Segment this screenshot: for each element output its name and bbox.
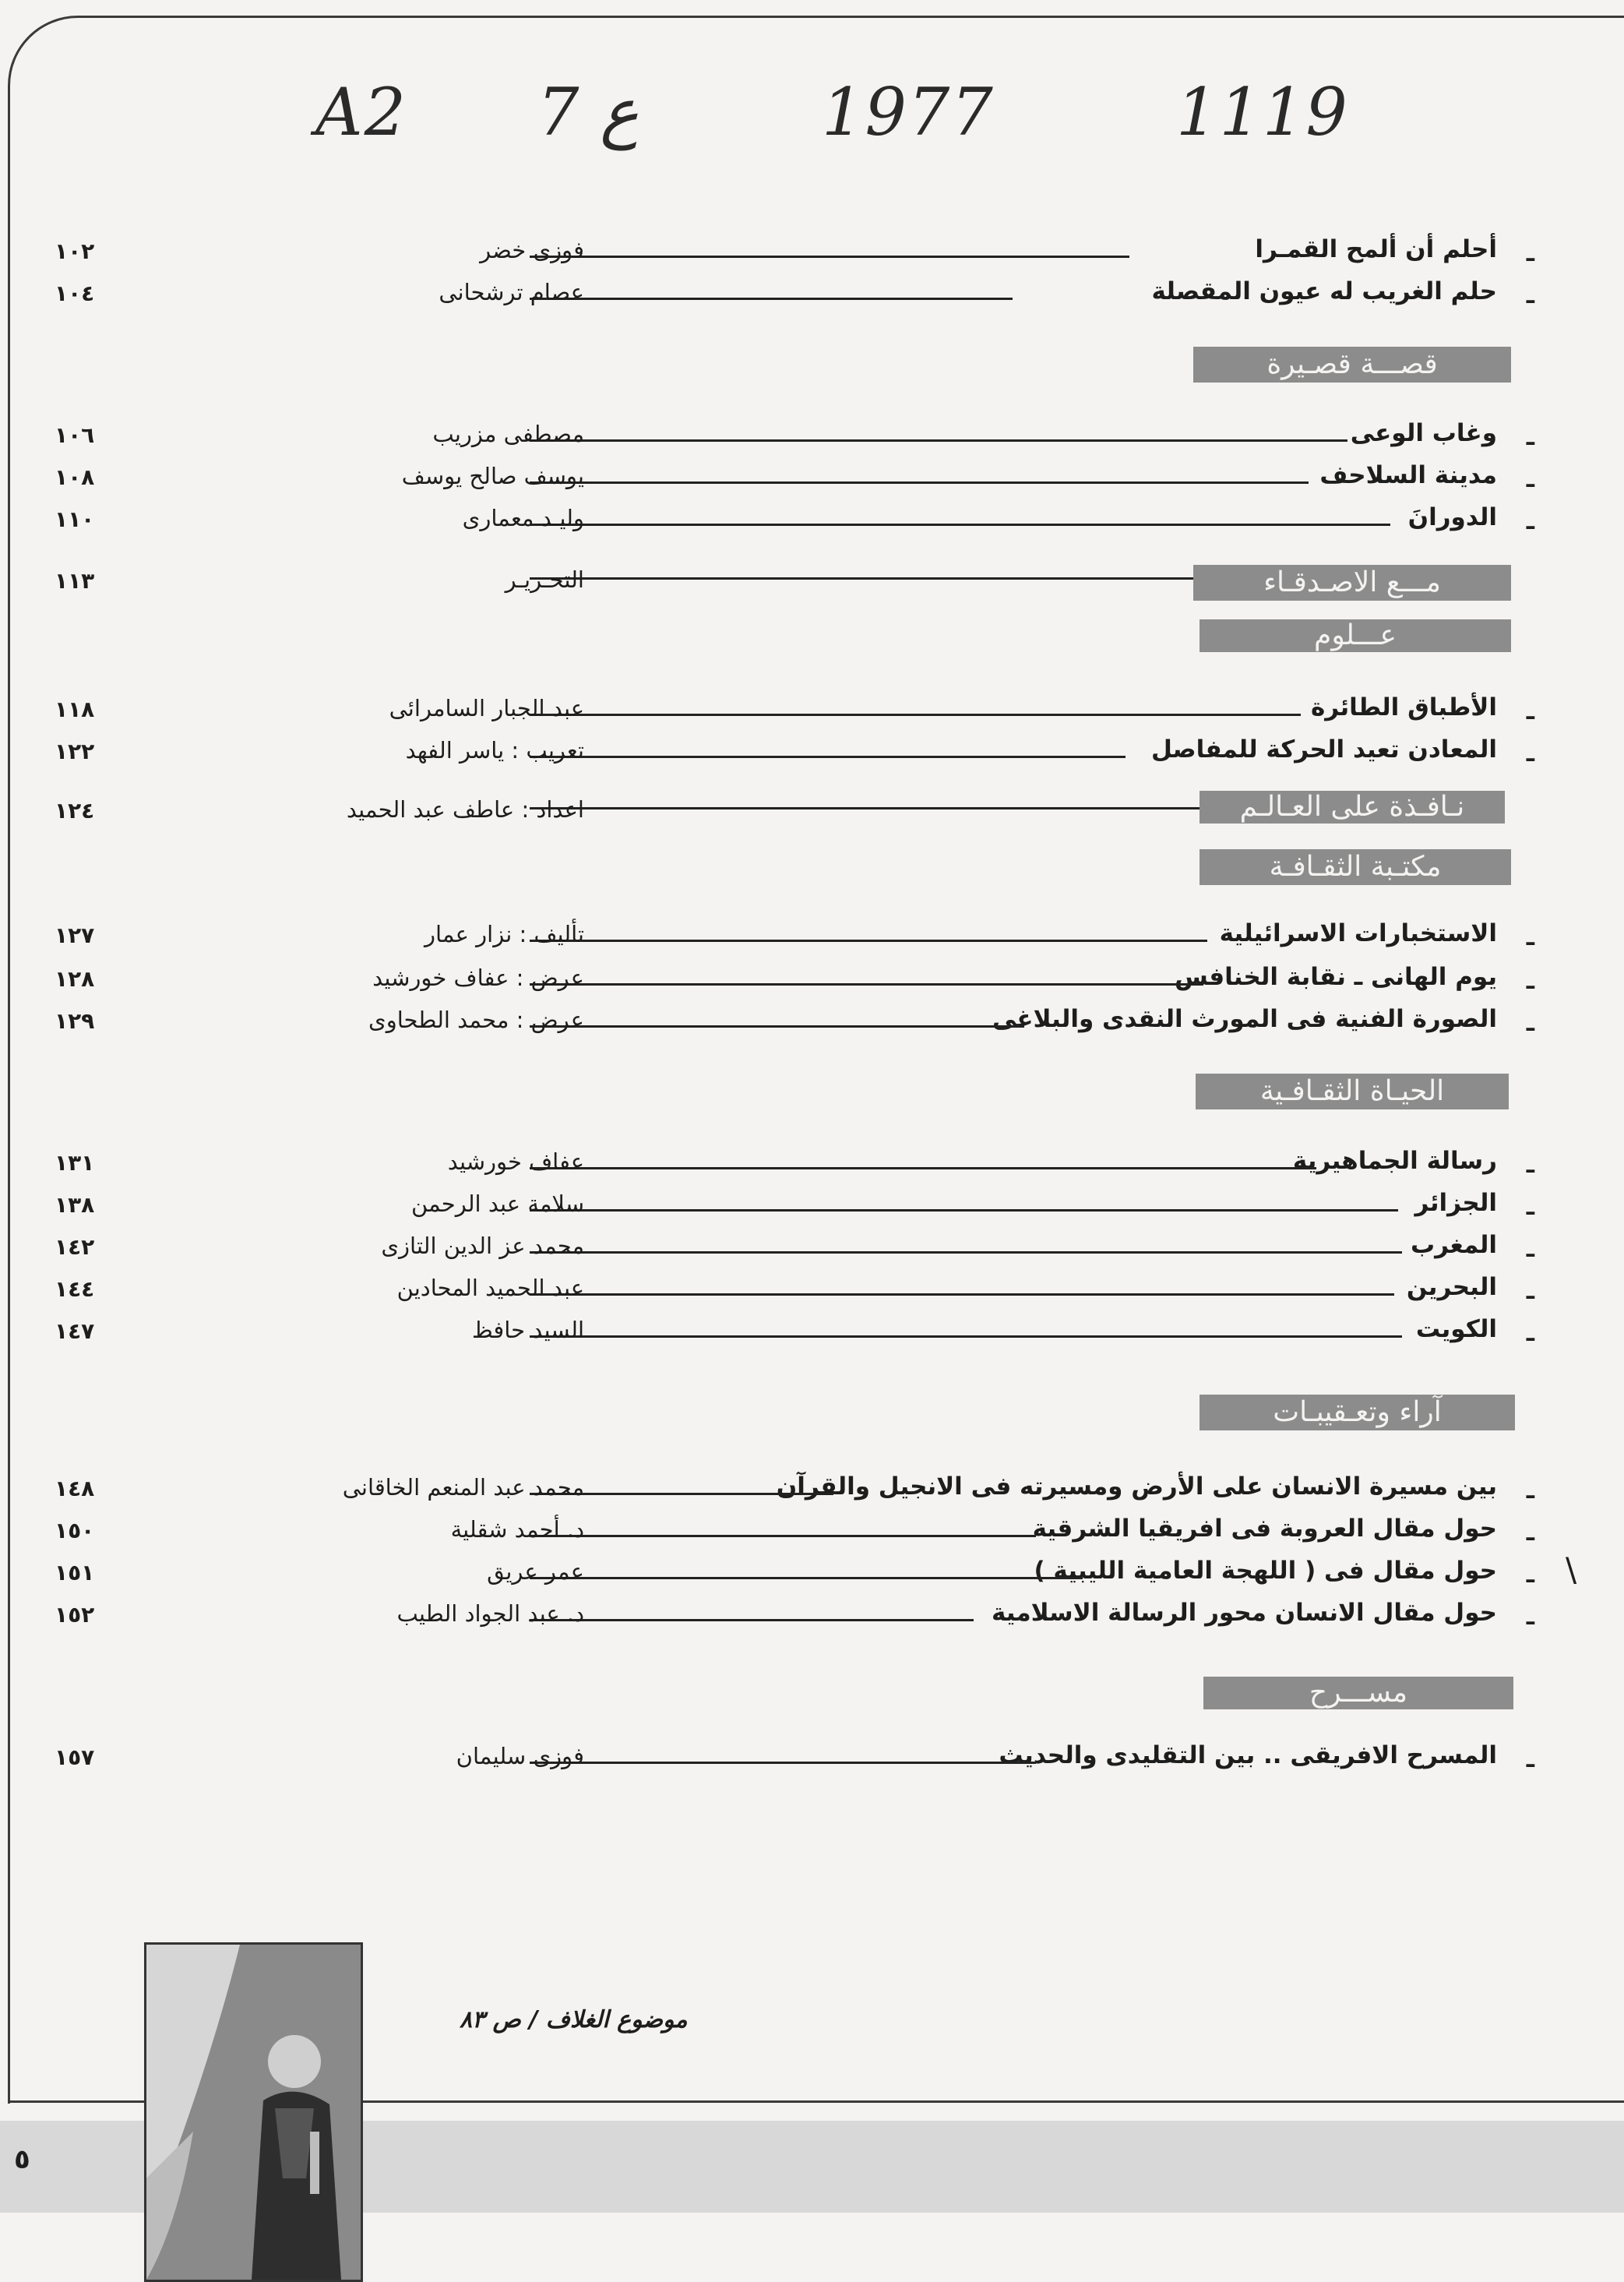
leader-line bbox=[530, 1209, 1398, 1212]
bullet-dash: ـ bbox=[1526, 1010, 1534, 1037]
handwritten-note-year: 1977 bbox=[822, 74, 995, 150]
entry-page: ١٢٢ bbox=[55, 739, 95, 764]
toc-entry bbox=[55, 1315, 1534, 1349]
entry-page: ١٥٠ bbox=[55, 1518, 95, 1543]
section-header-culture-library: مكتـبة الثقـافـة bbox=[1200, 849, 1511, 885]
entry-title: حلم الغريب له عيون المقصلة bbox=[1151, 277, 1497, 305]
leader-line bbox=[530, 298, 1013, 300]
entry-title: الصورة الفنية فى المورث النقدى والبلاغى bbox=[992, 1005, 1497, 1033]
entry-author: فوزى سليمان bbox=[456, 1743, 584, 1769]
entry-title: المعادن تعيد الحركة للمفاصل bbox=[1150, 735, 1497, 764]
cover-caption: موضوع الغلاف / ص ٨٣ bbox=[460, 2006, 688, 2033]
bullet-dash: ـ bbox=[1526, 424, 1534, 451]
section-header-short-story: قصـــة قصـيرة bbox=[1193, 347, 1511, 383]
entry-author: سلامة عبد الرحمن bbox=[410, 1190, 584, 1217]
entry-author: عصام ترشحانى bbox=[439, 279, 584, 305]
entry-author: يوسف صالح يوسف bbox=[401, 463, 584, 489]
section-header-science: عـــلوم bbox=[1200, 619, 1511, 652]
entry-page: ١٠٨ bbox=[55, 464, 95, 490]
toc-entry bbox=[55, 1273, 1534, 1307]
entry-author: عبد الحميد المحادين bbox=[396, 1275, 584, 1301]
entry-title: يوم الهانى ـ نقابة الخنافس bbox=[1175, 963, 1497, 991]
entry-title: البحرين bbox=[1406, 1273, 1497, 1301]
toc-entry bbox=[55, 1189, 1534, 1223]
entry-page: ١٤٢ bbox=[55, 1234, 95, 1260]
leader-line bbox=[530, 577, 1231, 580]
toc-entry bbox=[55, 919, 1534, 954]
bullet-dash: ـ bbox=[1526, 1603, 1534, 1631]
entry-page: ١٣٨ bbox=[55, 1192, 95, 1218]
leader-line bbox=[530, 1535, 1036, 1537]
entry-title: حول مقال الانسان محور الرسالة الاسلامية bbox=[992, 1599, 1497, 1627]
entry-author: عمر عريق bbox=[487, 1558, 584, 1585]
toc-entry bbox=[55, 963, 1534, 997]
bullet-dash: ـ bbox=[1526, 968, 1534, 995]
toc-entry bbox=[55, 1231, 1534, 1265]
entry-author: وليـد معمارى bbox=[462, 505, 584, 531]
bullet-dash: ـ bbox=[1526, 1519, 1534, 1547]
entry-title: وغاب الوعى bbox=[1350, 419, 1497, 447]
leader-line bbox=[530, 983, 1203, 986]
entry-page: ١٠٤ bbox=[55, 280, 95, 306]
entry-author: د. عبد الجواد الطيب bbox=[396, 1600, 584, 1627]
page-number: ٥ bbox=[14, 2144, 30, 2175]
toc-entry bbox=[55, 503, 1534, 538]
bullet-dash: ـ bbox=[1526, 1194, 1534, 1221]
entry-title: الدورانَ bbox=[1407, 503, 1497, 531]
leader-line bbox=[530, 807, 1215, 809]
entry-page: ١٢٨ bbox=[55, 966, 95, 992]
bullet-dash: ـ bbox=[1526, 1477, 1534, 1504]
entry-title: الكويت bbox=[1415, 1315, 1497, 1343]
entry-author: تعريب : ياسر الفهد bbox=[405, 737, 584, 764]
entry-title: مدينة السلاحف bbox=[1319, 461, 1497, 489]
handwritten-note-a2: A2 bbox=[315, 74, 408, 150]
toc-entry bbox=[55, 1473, 1534, 1507]
entry-author: تأليف : نزار عمار bbox=[424, 921, 584, 947]
toc-entry bbox=[55, 461, 1534, 496]
entry-author: السيد حافظ bbox=[471, 1317, 584, 1343]
entry-author: محمد عز الدين التازى bbox=[381, 1233, 584, 1259]
entry-page: ١١٨ bbox=[55, 697, 95, 722]
bullet-dash: ـ bbox=[1526, 740, 1534, 767]
leader-line bbox=[530, 1762, 1036, 1764]
section-header-friends: مـــع الاصـدقـاء bbox=[1193, 565, 1511, 601]
bullet-dash: ـ bbox=[1526, 240, 1534, 267]
bullet-dash: ـ bbox=[1526, 1320, 1534, 1347]
leader-line bbox=[530, 1619, 974, 1621]
entry-page: ١٤٤ bbox=[55, 1276, 95, 1302]
entry-author: محمد عبد المنعم الخاقانى bbox=[342, 1474, 584, 1501]
toc-entry bbox=[55, 1599, 1534, 1633]
bullet-dash: ـ bbox=[1526, 924, 1534, 951]
entry-title: بين مسيرة الانسان على الأرض ومسيرته فى الانجيل والقرآن bbox=[776, 1473, 1497, 1501]
entry-page: ١٠٢ bbox=[55, 238, 95, 264]
bullet-dash: ـ bbox=[1526, 1236, 1534, 1263]
leader-line bbox=[530, 481, 1309, 484]
page-frame bbox=[8, 16, 1624, 2106]
toc-entry bbox=[55, 1005, 1534, 1039]
bullet-dash: ـ bbox=[1526, 282, 1534, 309]
entry-page: ١٢٩ bbox=[55, 1008, 95, 1034]
entry-page: ١٥٧ bbox=[55, 1744, 95, 1770]
leader-line bbox=[530, 714, 1301, 716]
leader-line bbox=[530, 1025, 1024, 1028]
entry-title: المسرح الافريقى .. بين التقليدى والحديث bbox=[999, 1741, 1497, 1769]
entry-page: ١٠٦ bbox=[55, 422, 95, 448]
handwritten-note-number: 1119 bbox=[1176, 74, 1349, 150]
toc-entry bbox=[55, 1741, 1534, 1776]
entry-author: فوزى خضر bbox=[480, 237, 584, 263]
leader-line bbox=[530, 256, 1129, 258]
section-header-cultural-life: الحيـاة الثقـافـية bbox=[1196, 1074, 1509, 1109]
leader-line bbox=[530, 940, 1207, 942]
leader-line bbox=[530, 439, 1347, 442]
entry-title: الأطباق الطائرة bbox=[1310, 693, 1497, 721]
entry-author: عرض : محمد الطحاوى bbox=[368, 1007, 584, 1033]
handwritten-note-issue: 7 ع bbox=[537, 74, 639, 150]
entry-page: ١٢٤ bbox=[55, 798, 95, 824]
toc-entry bbox=[55, 1557, 1534, 1591]
entry-author: مصطفى مزريب bbox=[432, 421, 584, 447]
toc-entry bbox=[55, 1147, 1534, 1181]
leader-line bbox=[530, 524, 1390, 526]
entry-page: ١١٣ bbox=[55, 568, 95, 594]
entry-author: د. أحمد شقلية bbox=[450, 1516, 584, 1543]
section-header-opinions: آراء وتعـقيبـات bbox=[1200, 1395, 1515, 1430]
bullet-dash: ـ bbox=[1526, 698, 1534, 725]
bullet-dash: ـ bbox=[1526, 508, 1534, 535]
bullet-dash: ـ bbox=[1526, 1746, 1534, 1773]
bullet-dash: ـ bbox=[1526, 1152, 1534, 1179]
toc-entry bbox=[55, 235, 1534, 270]
entry-author: عرض : عفاف خورشيد bbox=[372, 965, 584, 991]
toc-entry bbox=[55, 277, 1534, 312]
leader-line bbox=[530, 1167, 1316, 1169]
entry-page: ١٣١ bbox=[55, 1150, 95, 1176]
entry-page: ١١٠ bbox=[55, 506, 95, 532]
entry-page: ١٤٨ bbox=[55, 1476, 95, 1501]
leader-line bbox=[530, 1251, 1402, 1254]
cover-photo bbox=[144, 1942, 363, 2282]
toc-entry bbox=[55, 1515, 1534, 1549]
section-header-theater: مســـرح bbox=[1203, 1677, 1513, 1709]
entry-author: اعداد : عاطف عبد الحميد bbox=[346, 796, 584, 823]
leader-line bbox=[530, 1335, 1402, 1338]
entry-author: التحـريـر bbox=[505, 566, 584, 593]
entry-author: عبد الجبار السامرائى bbox=[389, 695, 584, 721]
entry-title: الجزائر bbox=[1414, 1189, 1497, 1217]
bullet-dash: ـ bbox=[1526, 1561, 1534, 1589]
bullet-dash: ـ bbox=[1526, 1278, 1534, 1305]
entry-page: ١٥٢ bbox=[55, 1602, 95, 1628]
entry-author: عفاف خورشيد bbox=[447, 1148, 584, 1175]
entry-title: حول مقال العروبة فى افريقيا الشرقية bbox=[1032, 1515, 1497, 1543]
entry-title: أحلم أن ألمح القمـرا bbox=[1255, 235, 1497, 263]
entry-page: ١٥١ bbox=[55, 1560, 95, 1585]
bullet-dash: ـ bbox=[1526, 466, 1534, 493]
cover-photo-illustration bbox=[146, 1945, 361, 2280]
entry-title: المغرب bbox=[1411, 1231, 1497, 1259]
entry-page: ١٤٧ bbox=[55, 1318, 95, 1344]
margin-mark: \ bbox=[1566, 1550, 1577, 1589]
section-header-window-on-world: نـافـذة على العـالـم bbox=[1200, 791, 1505, 824]
toc-entry bbox=[55, 693, 1534, 728]
entry-title: رسالة الجماهيرية bbox=[1292, 1147, 1497, 1175]
entry-title: حول مقال فى ( اللهجة العامية الليبية ) bbox=[1034, 1557, 1497, 1585]
leader-line bbox=[530, 1293, 1394, 1296]
toc-entry bbox=[55, 419, 1534, 453]
leader-line bbox=[530, 756, 1126, 758]
entry-page: ١٢٧ bbox=[55, 922, 95, 948]
entry-title: الاستخبارات الاسرائيلية bbox=[1219, 919, 1497, 947]
toc-entry bbox=[55, 735, 1534, 770]
leader-line bbox=[530, 1577, 1083, 1579]
